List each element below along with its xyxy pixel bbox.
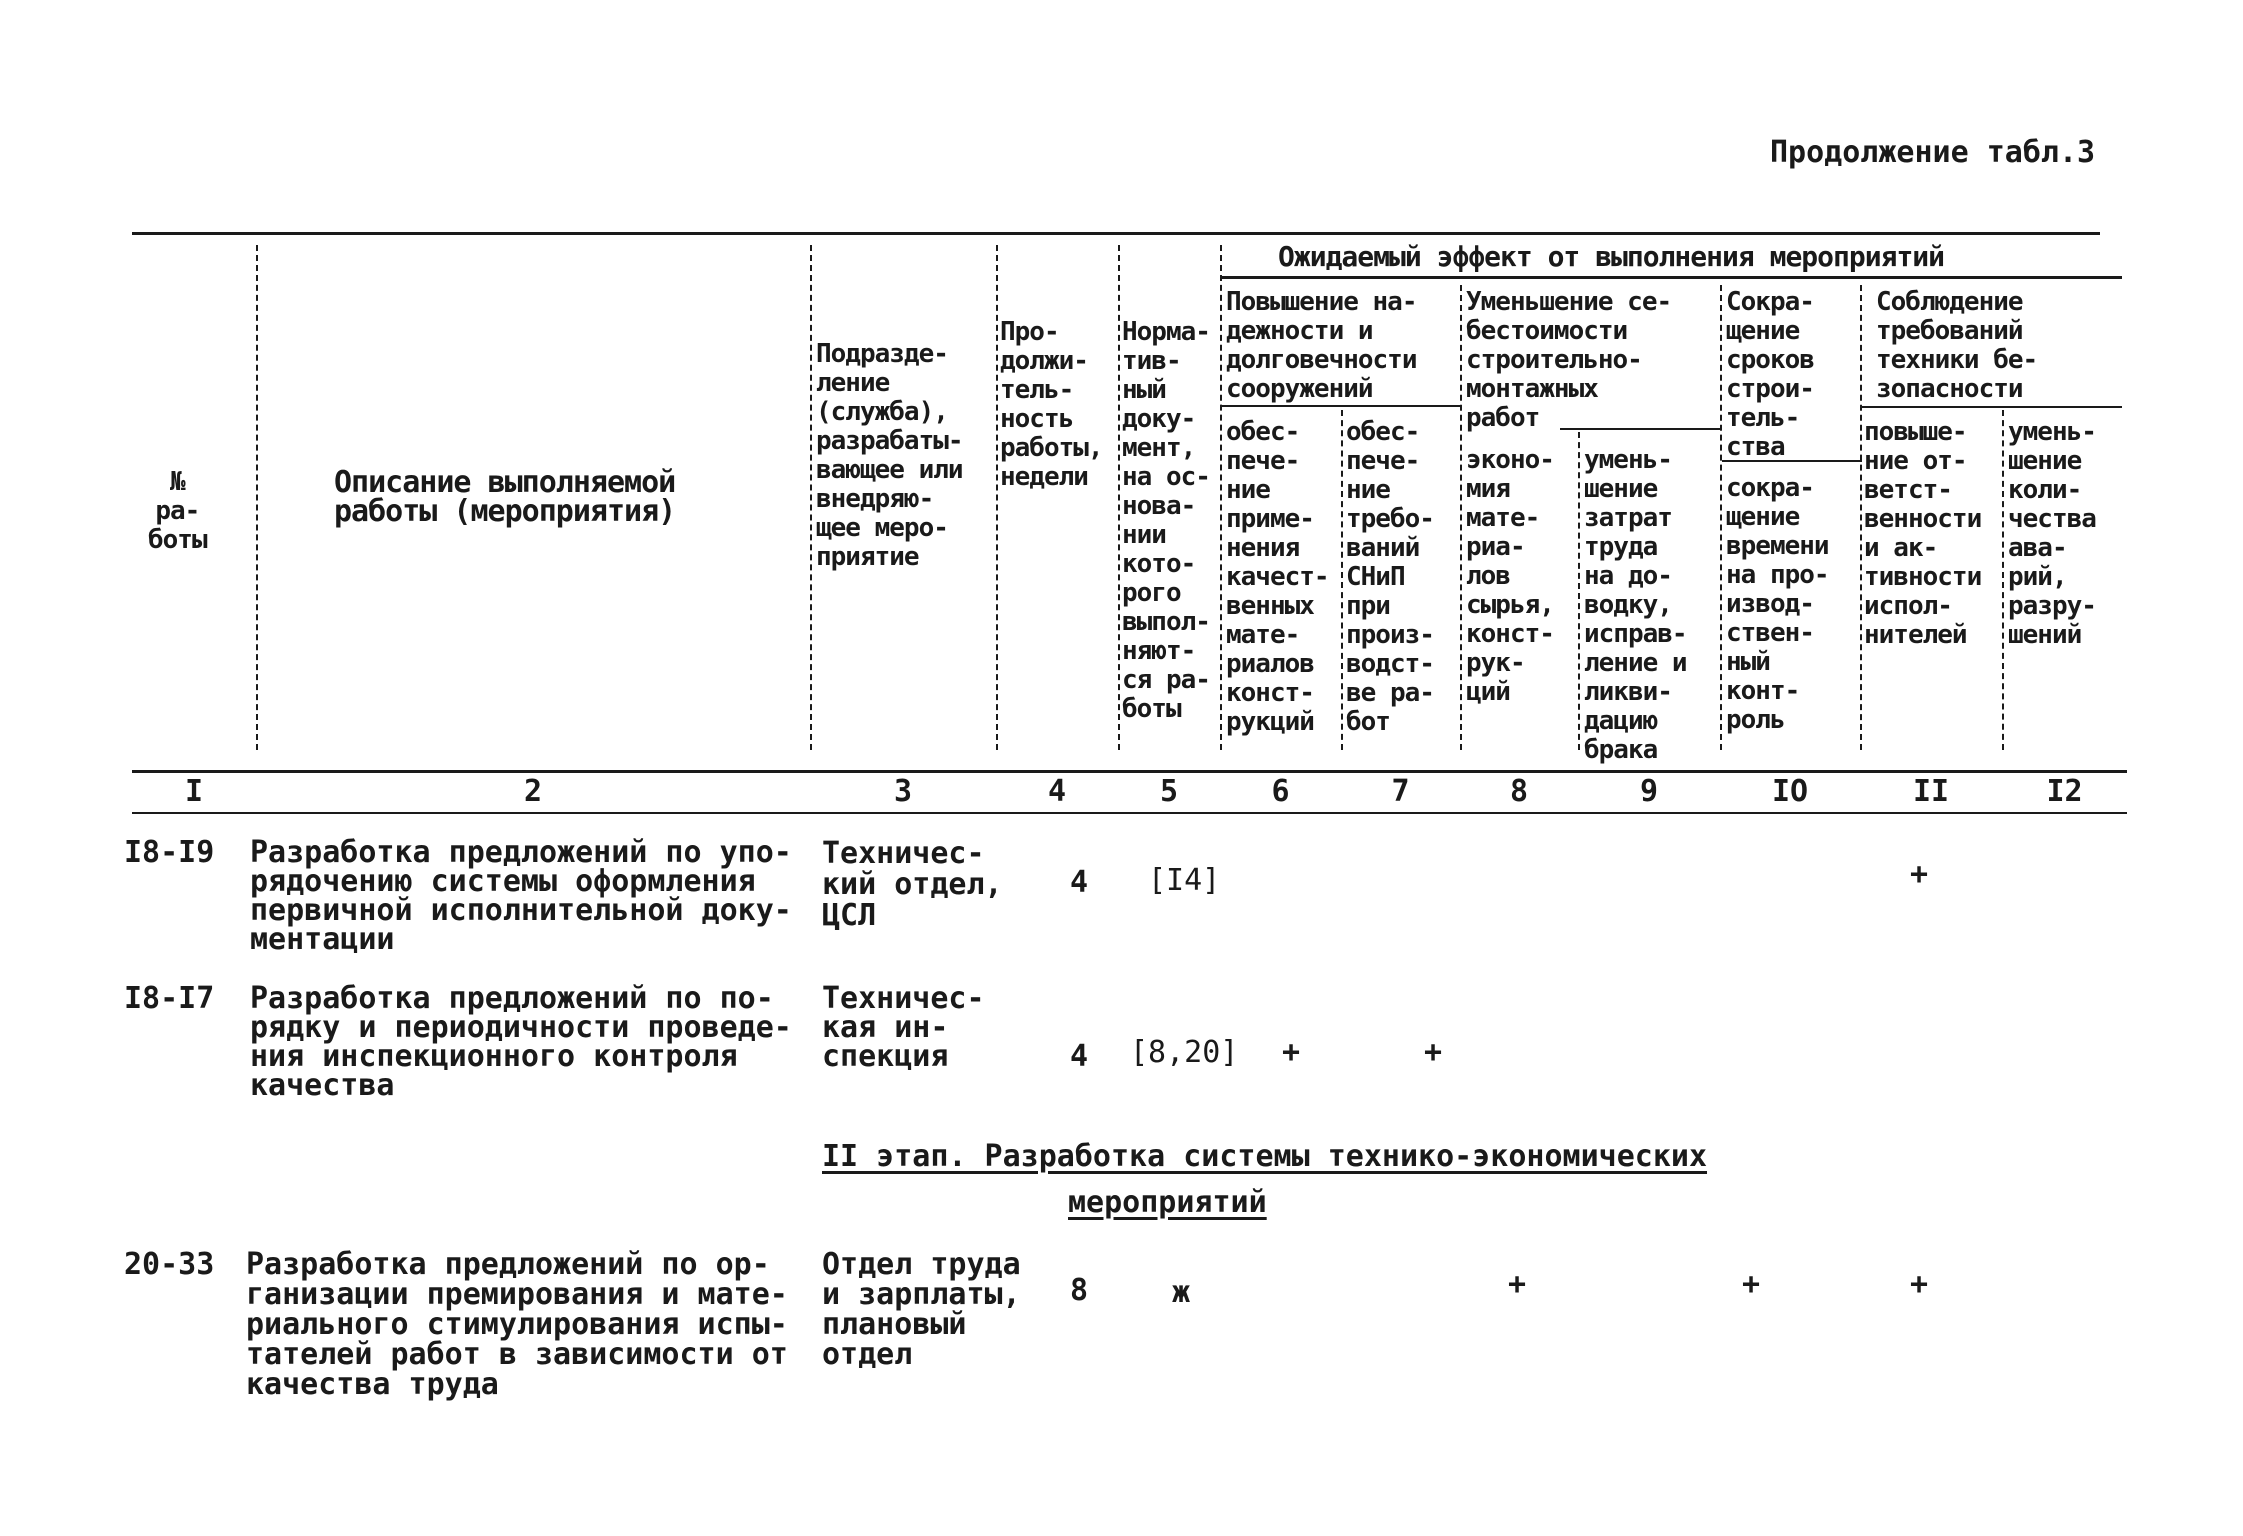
header-col5: Норма- тив- ный доку- мент, на ос- нова- нии кото- рого выпол- няют- ся ра- боты bbox=[1122, 317, 1210, 724]
safety-rule bbox=[1860, 406, 2122, 408]
colnum-4: 4 bbox=[1047, 774, 1067, 809]
header-group-time: Сокра- щение сроков строи- тель- ства bbox=[1726, 287, 1814, 462]
header-col6: обес- пече- ние приме- нения качест- венных мате- риалов конст- рукций bbox=[1226, 417, 1329, 737]
header-col4: Про- должи- тель- ность работы, недели bbox=[1000, 317, 1103, 492]
row-mark-col8: + bbox=[1508, 1267, 1527, 1302]
header-col2: Описание выполняемой работы (мероприятия) bbox=[334, 465, 676, 529]
col-sep-11 bbox=[2002, 410, 2006, 750]
colnum-5: 5 bbox=[1159, 774, 1179, 809]
row-normative: [I4] bbox=[1148, 863, 1221, 898]
row-department: Отдел труда и зарплаты, плановый отдел bbox=[822, 1247, 1021, 1372]
colnum-11: II bbox=[1912, 774, 1950, 809]
header-group-cost: Уменьшение се- бестоимости строительно- монтажных работ bbox=[1466, 287, 1672, 433]
col-sep-6 bbox=[1341, 410, 1345, 750]
col-sep-9 bbox=[1720, 285, 1724, 750]
colnum-1: I bbox=[184, 774, 204, 809]
colnum-6: 6 bbox=[1271, 774, 1290, 809]
row-id: 20-33 bbox=[124, 1247, 215, 1282]
header-col11: повыше- ние от- ветст- венности и ак- тивности испол- нителей bbox=[1864, 417, 1982, 650]
colnum-2: 2 bbox=[523, 774, 543, 809]
row-mark-col10: + bbox=[1742, 1267, 1761, 1302]
colnum-8: 8 bbox=[1509, 774, 1529, 809]
row-department: Техничес- кий отдел, ЦСЛ bbox=[822, 836, 1003, 933]
colnum-7: 7 bbox=[1391, 774, 1410, 809]
column-numbers-rule bbox=[132, 812, 2127, 814]
row-description: Разработка предложений по упо- рядочению системы оформления первичной исполнительной доку- ментации bbox=[250, 835, 792, 957]
section-heading-line2: мероприятий bbox=[1068, 1185, 1267, 1220]
col-sep-7 bbox=[1460, 285, 1464, 750]
header-group-safety: Соблюдение требований техники бе- зопасности bbox=[1876, 287, 2038, 404]
reliability-rule bbox=[1222, 405, 1460, 407]
header-effect-group: Ожидаемый эффект от выполнения мероприятий bbox=[1278, 240, 1945, 273]
header-group-reliability: Повышение на- дежности и долговечности сооружений bbox=[1226, 287, 1417, 404]
col-sep-2 bbox=[810, 245, 814, 750]
row-mark-col6: + bbox=[1282, 1035, 1301, 1070]
colnum-10: IO bbox=[1771, 774, 1809, 809]
row-duration: 8 bbox=[1070, 1273, 1089, 1308]
row-normative: [8,20] bbox=[1130, 1035, 1239, 1070]
header-col12: умень- шение коли- чества ава- рий, разру- шений bbox=[2008, 417, 2096, 650]
row-id: I8-I9 bbox=[124, 835, 215, 870]
row-duration: 4 bbox=[1070, 1039, 1089, 1074]
continuation-title: Продолжение табл.3 bbox=[1770, 135, 2096, 170]
row-normative: ж bbox=[1172, 1275, 1191, 1310]
header-col7: обес- пече- ние требо- ваний СНиП при произ- водст- ве ра- бот bbox=[1346, 417, 1434, 737]
row-description: Разработка предложений по по- рядку и периодичности проведе- ния инспекционного контроля качества bbox=[250, 981, 792, 1103]
colnum-12: I2 bbox=[2046, 774, 2083, 809]
row-department: Техничес- кая ин- спекция bbox=[822, 981, 985, 1074]
row-description: Разработка предложений по ор- ганизации премирования и мате- риального стимулирования испы- тателей работ в зависимости от качества труда bbox=[246, 1247, 788, 1402]
row-duration: 4 bbox=[1070, 865, 1089, 900]
colnum-3: 3 bbox=[893, 774, 913, 809]
col-sep-8 bbox=[1578, 432, 1582, 750]
section-heading-line1: II этап. Разработка системы технико-экономических bbox=[822, 1139, 1708, 1174]
colnum-9: 9 bbox=[1639, 774, 1659, 809]
row-mark-col11: + bbox=[1910, 857, 1929, 892]
effect-group-rule bbox=[1222, 276, 2122, 279]
header-col1: № ра- боты bbox=[148, 467, 207, 555]
row-id: I8-I7 bbox=[124, 981, 215, 1016]
header-top-rule bbox=[132, 232, 2100, 235]
row-mark-col7: + bbox=[1424, 1035, 1443, 1070]
header-col10: сокра- щение времени на про- извод- ствен- ный конт- роль bbox=[1726, 473, 1829, 735]
header-col9: умень- шение затрат труда на до- водку, исправ- ление и ликви- дацию брака bbox=[1584, 445, 1687, 765]
header-col3: Подразде- ление (служба), разрабаты- вающее или внедряю- щее меро- приятие bbox=[816, 339, 963, 572]
header-col8: эконо- мия мате- риа- лов сырья, конст- рук- ций bbox=[1466, 445, 1554, 707]
col-sep-5 bbox=[1220, 245, 1224, 750]
header-bottom-rule bbox=[132, 770, 2127, 773]
col-sep-1 bbox=[256, 245, 260, 750]
row-mark-col11: + bbox=[1910, 1267, 1929, 1302]
